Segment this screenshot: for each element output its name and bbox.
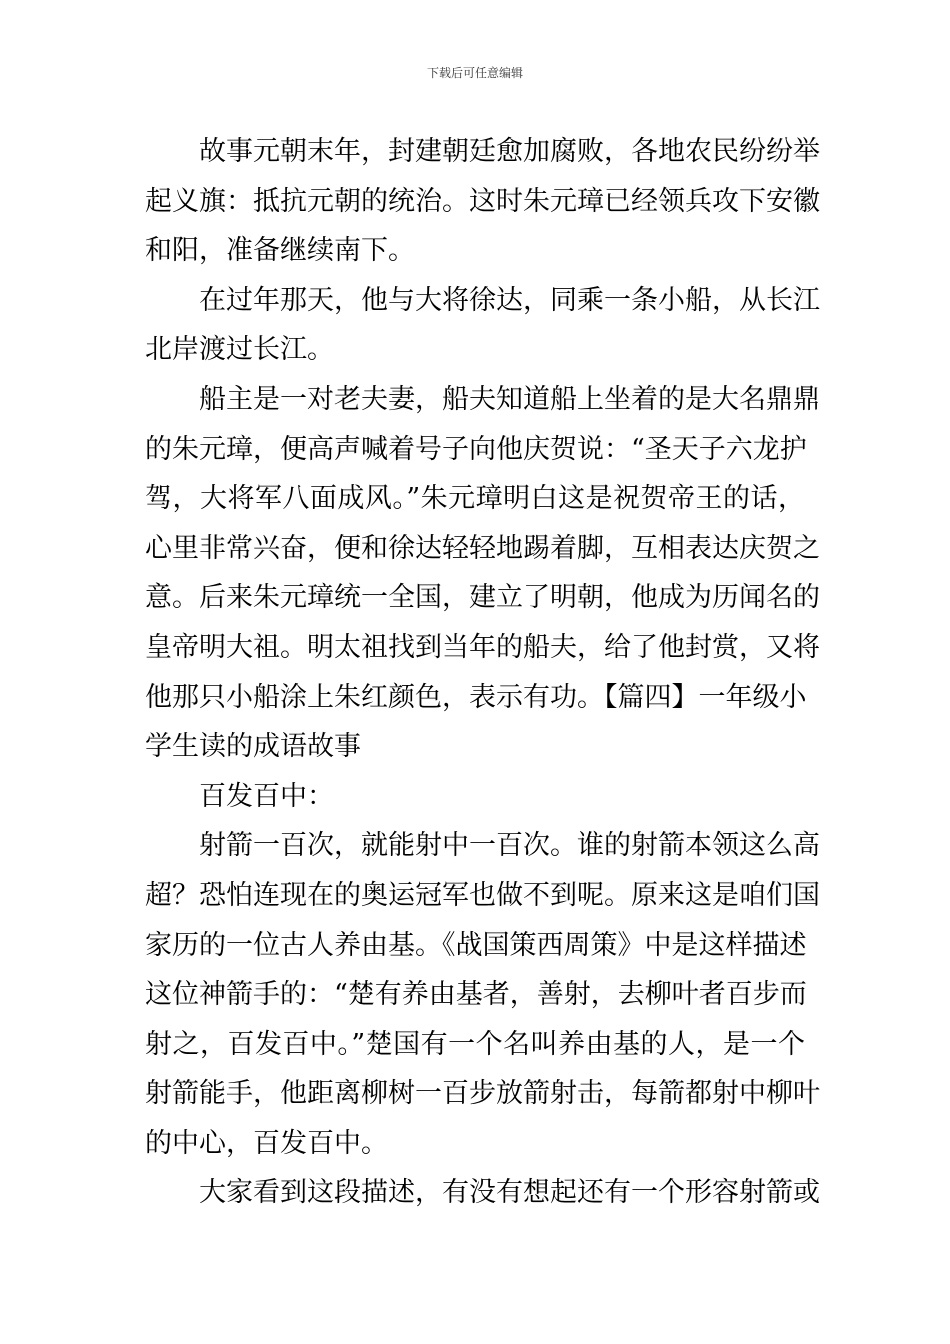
text-line: 射之，百发百中。”楚国有一个名叫养由基的人，是一个 xyxy=(145,1028,805,1060)
text-line: 超？恐怕连现在的奥运冠军也做不到呢。原来这是咱们国 xyxy=(145,879,820,911)
text-line: 的中心，百发百中。 xyxy=(145,1127,388,1159)
document-body xyxy=(145,127,820,1218)
text-line: 学生读的成语故事 xyxy=(145,731,361,763)
text-line: 心里非常兴奋，便和徐达轻轻地踢着脚，互相表达庆贺之 xyxy=(145,532,820,564)
text-line: 的朱元璋，便高声喊着号子向他庆贺说：“圣天子六龙护 xyxy=(145,433,807,465)
text-line: 北岸渡过长江。 xyxy=(145,334,334,366)
text-line: 意。后来朱元璋统一全国，建立了明朝，他成为历闻名的 xyxy=(145,582,820,614)
text-line: 皇帝明大祖。明太祖找到当年的船夫，给了他封赏，又将 xyxy=(145,631,820,663)
text-line: 在过年那天，他与大将徐达，同乘一条小船，从长江 xyxy=(199,284,820,316)
text-line: 这位神箭手的：“楚有养由基者，善射，去柳叶者百步而 xyxy=(145,979,807,1011)
text-line: 船主是一对老夫妻，船夫知道船上坐着的是大名鼎鼎 xyxy=(199,383,820,415)
text-line: 射箭一百次，就能射中一百次。谁的射箭本领这么高 xyxy=(199,830,820,862)
text-line: 故事元朝末年，封建朝廷愈加腐败，各地农民纷纷举 xyxy=(199,136,820,167)
text-line: 他那只小船涂上朱红颜色，表示有功。【篇四】一年级小 xyxy=(145,681,807,713)
text-line: 大家看到这段描述，有没有想起还有一个形容射箭或 xyxy=(199,1177,820,1209)
text-line: 和阳，准备继续南下。 xyxy=(145,235,415,267)
text-line: 射箭能手，他距离柳树一百步放箭射击，每箭都射中柳叶 xyxy=(145,1078,820,1110)
page-header: 下载后可任意编辑 xyxy=(426,66,523,80)
text-line: 起义旗：抵抗元朝的统治。这时朱元璋已经领兵攻下安徽 xyxy=(145,185,820,217)
text-line: 家历的一位古人养由基。《战国策西周策》中是这样描述 xyxy=(145,929,807,961)
text-line: 百发百中： xyxy=(199,780,334,812)
text-line: 驾，大将军八面成风。”朱元璋明白这是祝贺帝王的话， xyxy=(145,483,805,515)
